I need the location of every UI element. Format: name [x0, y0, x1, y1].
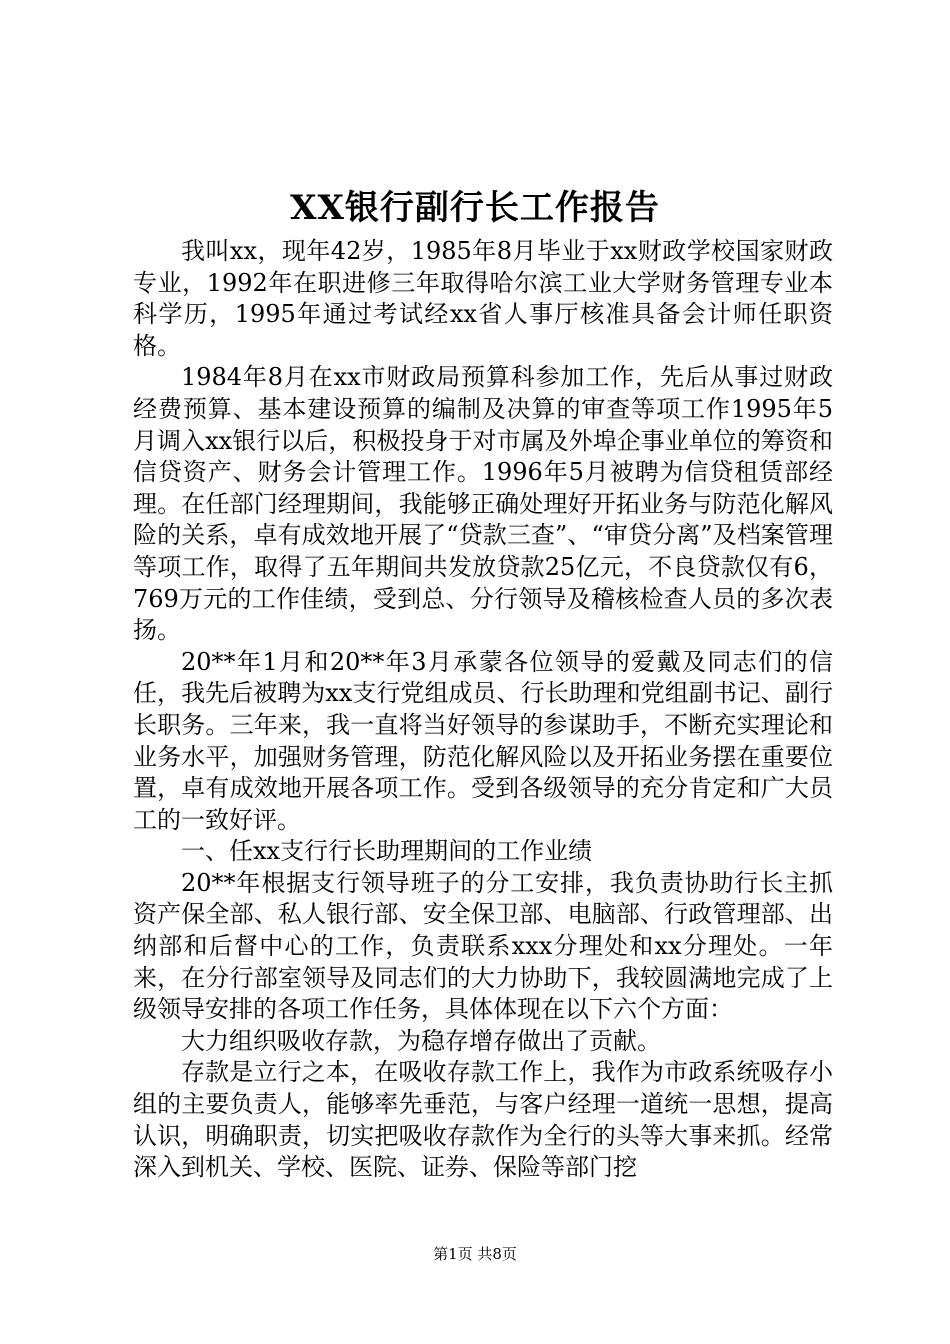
paragraph-2: 1984年8月在xx市财政局预算科参加工作，先后从事过财政经费预算、基本建设预算的编制及决算的审查等项工作1995年5月调入xx银行以后，积极投身于对市属及外埠企事业单位的筹资和信贷资产、财务会计管理工作。1996年5月被聘为信贷租赁部经理。在任部门经理期间，我能够正确处理好开拓业务与防范化解风险的关系，卓有成效地开展了“贷款三查”、“审贷分离”及档案管理等项工作，取得了五年期间共发放贷款25亿元，不良贷款仅有6，769万元的工作佳绩，受到总、分行领导及稽核检查人员的多次表扬。 — [133, 363, 833, 645]
paragraph-4: 20**年根据支行领导班子的分工安排，我负责协助行长主抓资产保全部、私人银行部、安全保卫部、电脑部、行政管理部、出纳部和后督中心的工作，负责联系xxx分理处和xx分理处。一年来，在分行部室领导及同志们的大力协助下，我较圆满地完成了上级领导安排的各项工作任务，具体体现在以下六个方面： — [133, 868, 833, 1024]
paragraph-1: 我叫xx，现年42岁，1985年8月毕业于xx财政学校国家财政专业，1992年在职进修三年取得哈尔滨工业大学财务管理专业本科学历，1995年通过考试经xx省人事厅核准具备会计师任职资格。 — [133, 237, 833, 360]
subsection-heading: 大力组织吸收存款，为稳存增存做出了贡献。 — [181, 1026, 661, 1055]
document-body — [133, 236, 833, 1184]
page-footer: 第1页 共8页 — [433, 1245, 517, 1263]
document-title: XX银行副行长工作报告 — [290, 188, 660, 228]
section-heading-1: 一、任xx支行行长助理期间的工作业绩 — [181, 837, 593, 866]
paragraph-5: 存款是立行之本，在吸收存款工作上，我作为市政系统吸存小组的主要负责人，能够率先垂范，与客户经理一道统一思想，提高认识，明确职责，切实把吸收存款作为全行的头等大事来抓。经常深入到机关、学校、医院、证券、保险等部门挖 — [133, 1058, 833, 1182]
paragraph-3: 20**年1月和20**年3月承蒙各位领导的爱戴及同志们的信任，我先后被聘为xx支行党组成员、行长助理和党组副书记、副行长职务。三年来，我一直将当好领导的参谋助手，不断充实理论和业务水平，加强财务管理，防范化解风险以及开拓业务摆在重要位置，卓有成效地开展各项工作。受到各级领导的充分肯定和广大员工的一致好评。 — [133, 647, 833, 834]
